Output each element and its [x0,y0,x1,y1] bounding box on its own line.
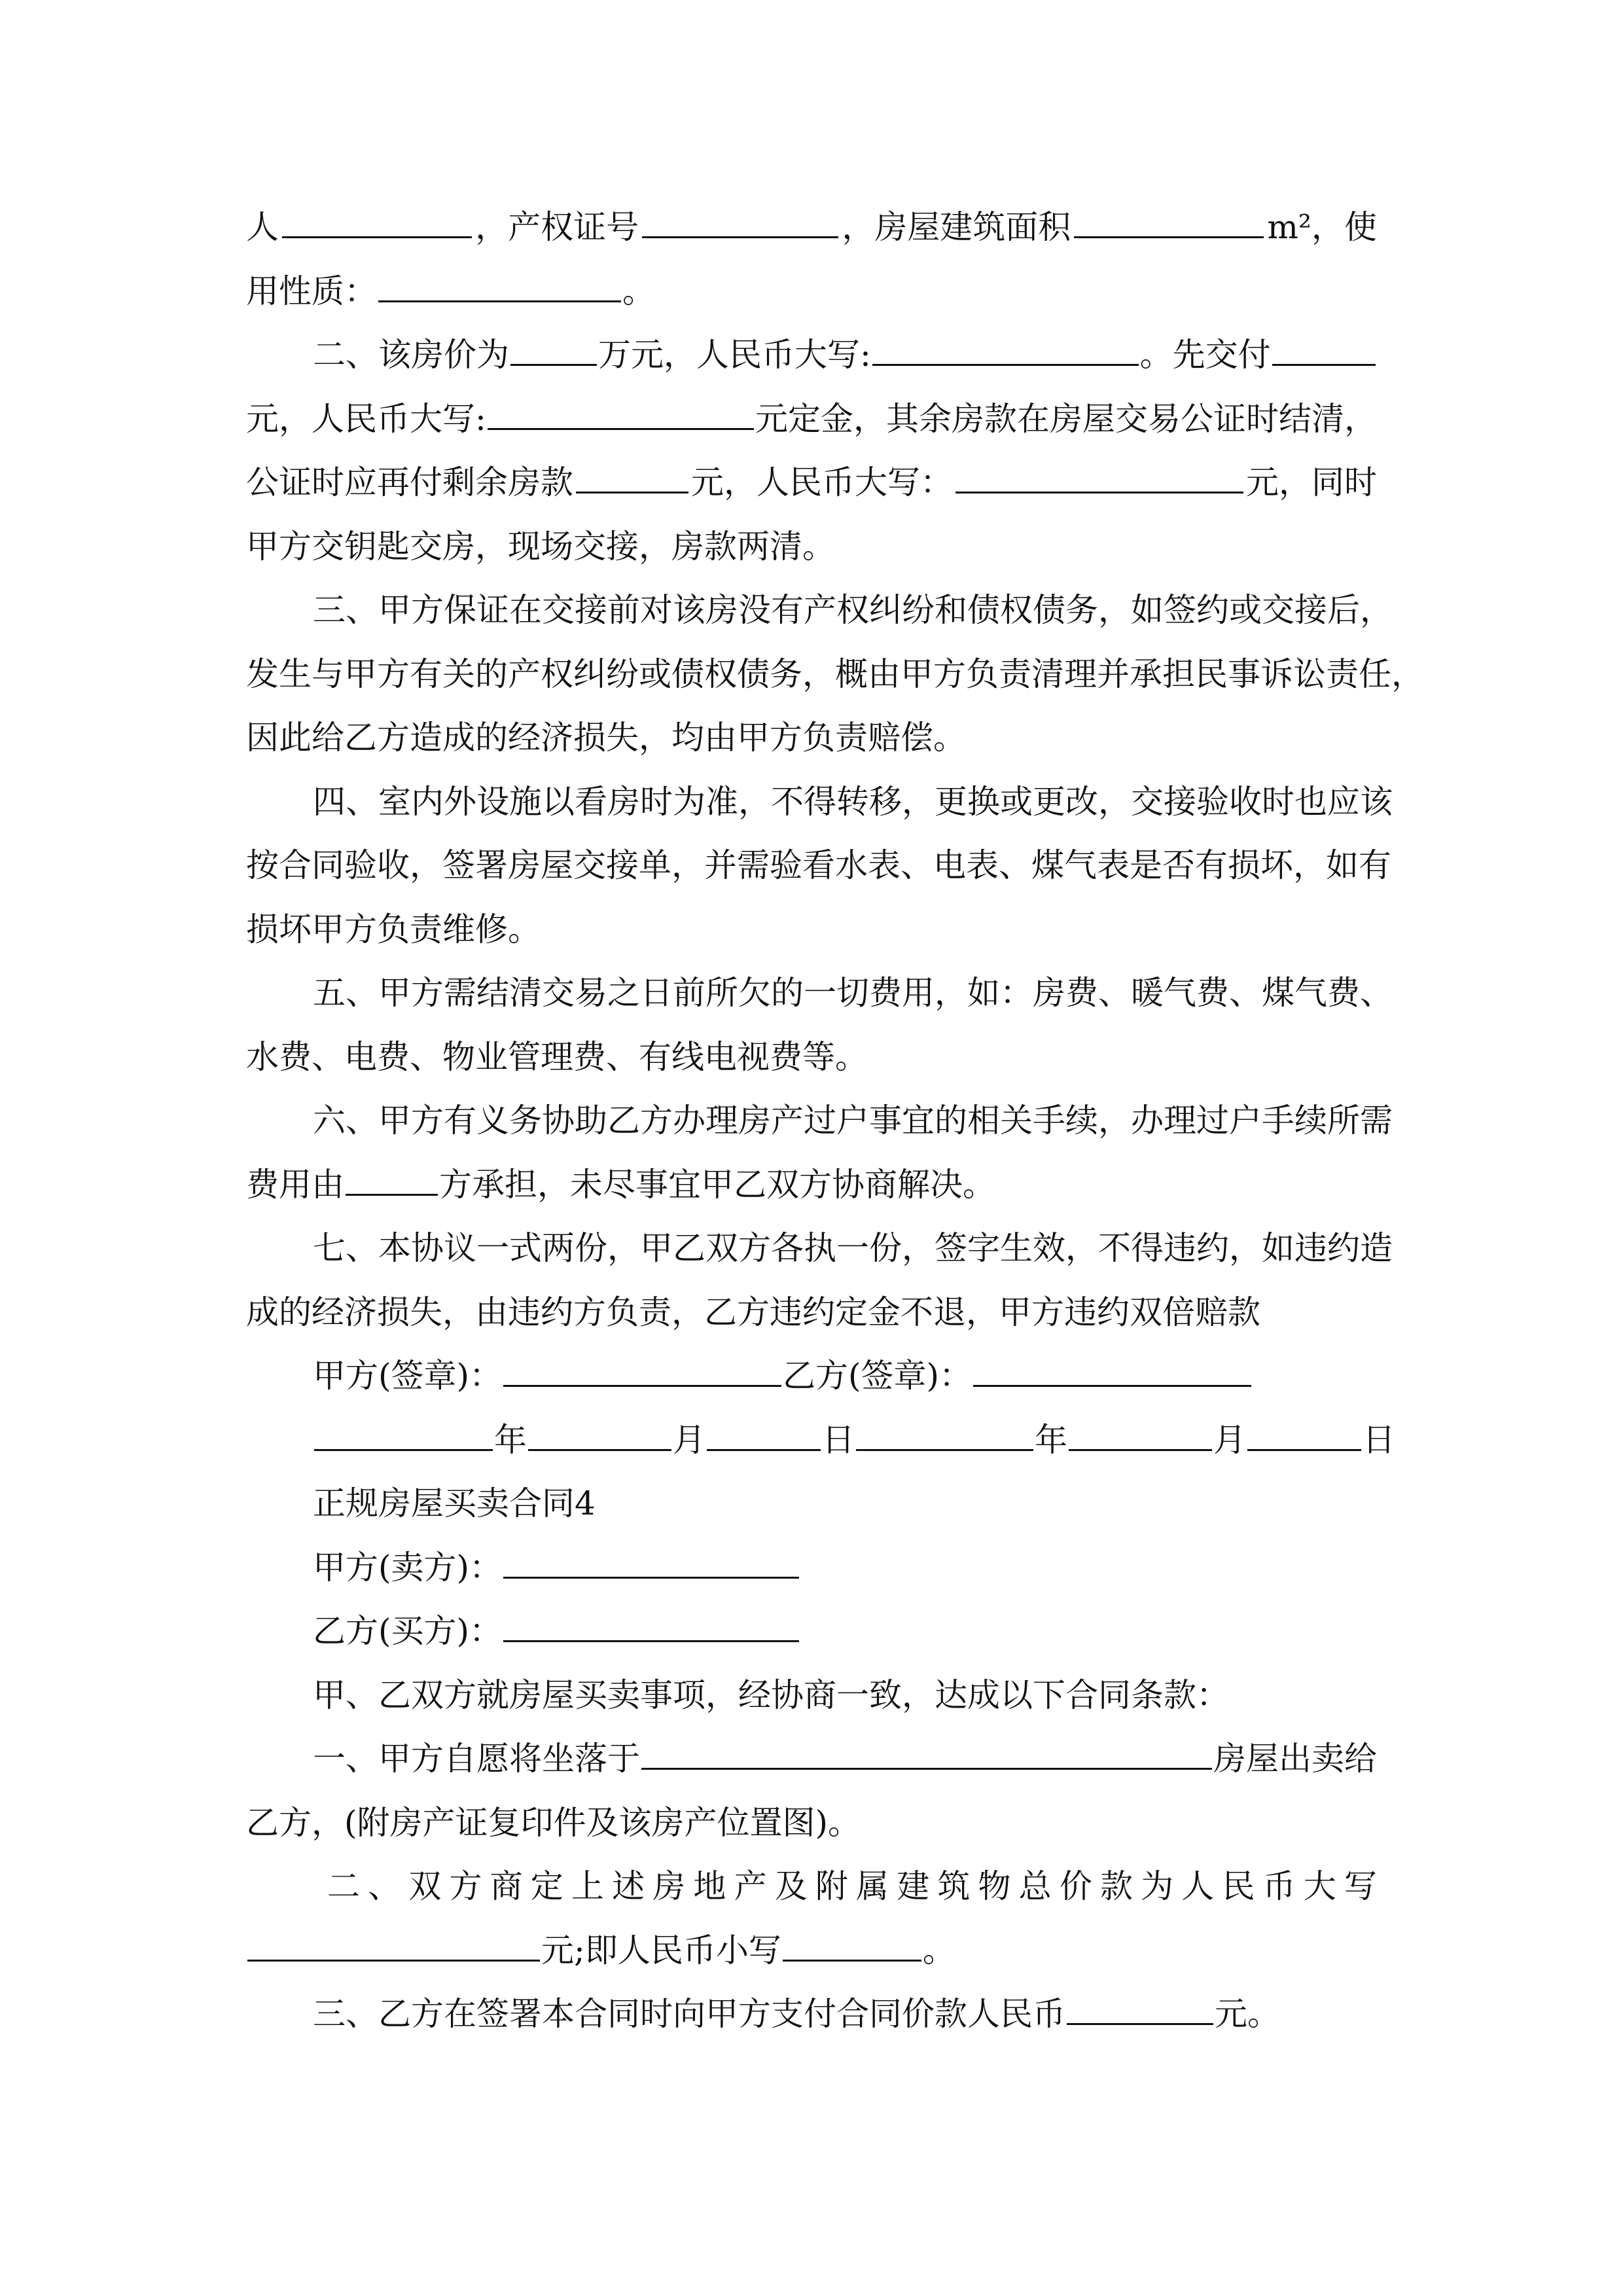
text-char: 民 [1222,1867,1255,1905]
blank-field[interactable] [955,452,1243,493]
month-field[interactable] [1069,1410,1212,1451]
blank-field[interactable] [346,1155,438,1196]
signature-line [313,1344,1377,1408]
text-char: 二 [327,1867,360,1905]
text-char: 属 [856,1867,889,1905]
text-char: 总 [1018,1867,1052,1905]
blank-field[interactable] [282,197,472,238]
text-line: 甲、乙双方就房屋买卖事项，经协商一致，达成以下合同条款： [313,1676,1229,1714]
text-line: 损坏甲方负责维修。 [246,910,541,948]
blank-field[interactable] [488,389,754,430]
text-char: 述 [612,1867,645,1905]
text-char: 大 [1303,1867,1336,1905]
buyer-field[interactable] [503,1601,799,1642]
year-field[interactable] [856,1410,1033,1451]
blank-field[interactable] [247,1920,540,1962]
text-line: 水费、电费、物业管理费、有线电视费等。 [246,1038,868,1076]
text-line [313,1599,1377,1663]
text: 公证时应再付剩余房款 [246,463,573,501]
address-field[interactable] [641,1729,1212,1770]
blank-field[interactable] [378,261,621,302]
text-line: 七、本协议一式两份，甲乙双方各执一份，签字生效，不得违约，如违约造 [313,1229,1393,1267]
text-line [246,1153,1377,1217]
text: 元，人民币大写： [691,463,953,501]
text-line: 因此给乙方造成的经济损失，均由甲方负责赔偿。 [246,719,966,757]
text: ，产权证号 [475,208,639,246]
text-char: 产 [734,1867,767,1905]
seller-field[interactable] [503,1537,799,1579]
blank-field[interactable] [642,197,838,238]
text-char: 款 [1099,1867,1133,1905]
text-line [313,1727,1377,1791]
text-char: 写 [1344,1867,1377,1905]
party-a-signature-label: 甲方(签章)： [313,1357,503,1395]
text: 一、甲方自愿将坐落于 [313,1740,640,1778]
text-char: 地 [693,1867,726,1905]
text: 万元，人民币大写: [597,336,871,374]
text-char: 定 [530,1867,563,1905]
text-char: 附 [815,1867,848,1905]
text: 日 [1363,1421,1395,1459]
blank-field[interactable] [872,325,1139,366]
party-b-signature-label: 乙方(签章)： [783,1357,972,1395]
text: 日 [822,1421,855,1459]
text-char: 双 [408,1867,442,1905]
text: 月 [673,1421,705,1459]
month-field[interactable] [528,1410,671,1451]
text-char: 商 [490,1867,523,1905]
text-line [246,1918,1377,1982]
blank-field[interactable] [1272,325,1376,366]
text: 用性质： [246,272,377,310]
text: 三、乙方在签署本合同时向甲方支付合同价款人民币 [313,1995,1065,2033]
text: 费用由 [246,1166,344,1204]
text-line: 乙方，(附房产证复印件及该房产位置图)。 [246,1804,861,1842]
section-title: 正规房屋买卖合同4 [313,1484,596,1522]
text: 元定金，其余房款在房屋交易公证时结清， [755,400,1377,438]
text-char: 及 [774,1867,808,1905]
text: 人 [246,208,279,246]
text: 元;即人民币小写 [541,1931,781,1969]
text-line: 甲方交钥匙交房，现场交接，房款两清。 [246,528,835,565]
text-char: 房 [652,1867,686,1905]
text: 月 [1213,1421,1246,1459]
text-char: 为 [1141,1867,1174,1905]
text: m²，使 [1267,208,1377,246]
text-line: 成的经济损失，由违约方负责，乙方违约定金不退，甲方违约双倍赔款 [246,1293,1260,1331]
text-line: 五、甲方需结清交易之日前所欠的一切费用，如：房费、暖气费、煤气费、 [313,974,1393,1012]
blank-field[interactable] [783,1920,921,1962]
blank-field[interactable] [510,325,597,366]
day-field[interactable] [1247,1410,1361,1451]
text-line [313,1535,1377,1600]
text: 房屋出卖给 [1213,1740,1377,1778]
text-line [313,323,1377,387]
text: 二、该房价为 [313,336,509,374]
blank-field[interactable] [576,452,688,493]
text: 。 [922,1931,955,1969]
text-char: 物 [978,1867,1011,1905]
text-char: 上 [571,1867,604,1905]
text-line [313,1982,1377,2046]
blank-field[interactable] [1074,197,1264,238]
text-char: 价 [1059,1867,1092,1905]
seller-label: 甲方(卖方)： [313,1549,503,1587]
buyer-label: 乙方(买方)： [313,1612,503,1650]
text: 元。 [1215,1995,1280,2033]
text: ，房屋建筑面积 [842,208,1071,246]
text-line [246,387,1377,451]
party-a-signature-field[interactable] [503,1346,781,1387]
text-line: 按合同验收，签署房屋交接单，并需验看水表、电表、煤气表是否有损坏，如有 [246,846,1391,884]
party-b-signature-field[interactable] [973,1346,1251,1387]
text: 年 [1035,1421,1067,1459]
text-line [246,259,1377,323]
text-char: 筑 [937,1867,971,1905]
text-char: 、 [368,1867,401,1905]
text-char: 方 [449,1867,482,1905]
day-field[interactable] [707,1410,821,1451]
text-char: 人 [1181,1867,1215,1905]
text: 年 [494,1421,527,1459]
text: 元，同时 [1246,463,1377,501]
year-field[interactable] [314,1410,493,1451]
text: 。 [622,272,655,310]
text-line: 发生与甲方有关的产权纠纷或债权债务，概由甲方负责清理并承担民事诉讼责任， [246,655,1424,693]
text: 元，人民币大写: [246,400,486,438]
text-char: 币 [1262,1867,1296,1905]
text-line: 三、甲方保证在交接前对该房没有产权纠纷和债权债务，如签约或交接后， [313,591,1393,629]
text-line: 六、甲方有义务协助乙方办理房产过户事宜的相关手续，办理过户手续所需 [313,1102,1393,1139]
text: 方承担，未尽事宜甲乙双方协商解决。 [439,1166,995,1204]
text: 。先交付 [1139,336,1271,374]
date-line [313,1408,1395,1472]
text-char: 建 [897,1867,930,1905]
text-line [327,1854,1377,1918]
text-line [246,195,1377,259]
text-line [246,450,1377,514]
blank-field[interactable] [1067,1984,1213,2025]
text-line: 四、室内外设施以看房时为准，不得转移，更换或更改，交接验收时也应该 [313,783,1393,821]
